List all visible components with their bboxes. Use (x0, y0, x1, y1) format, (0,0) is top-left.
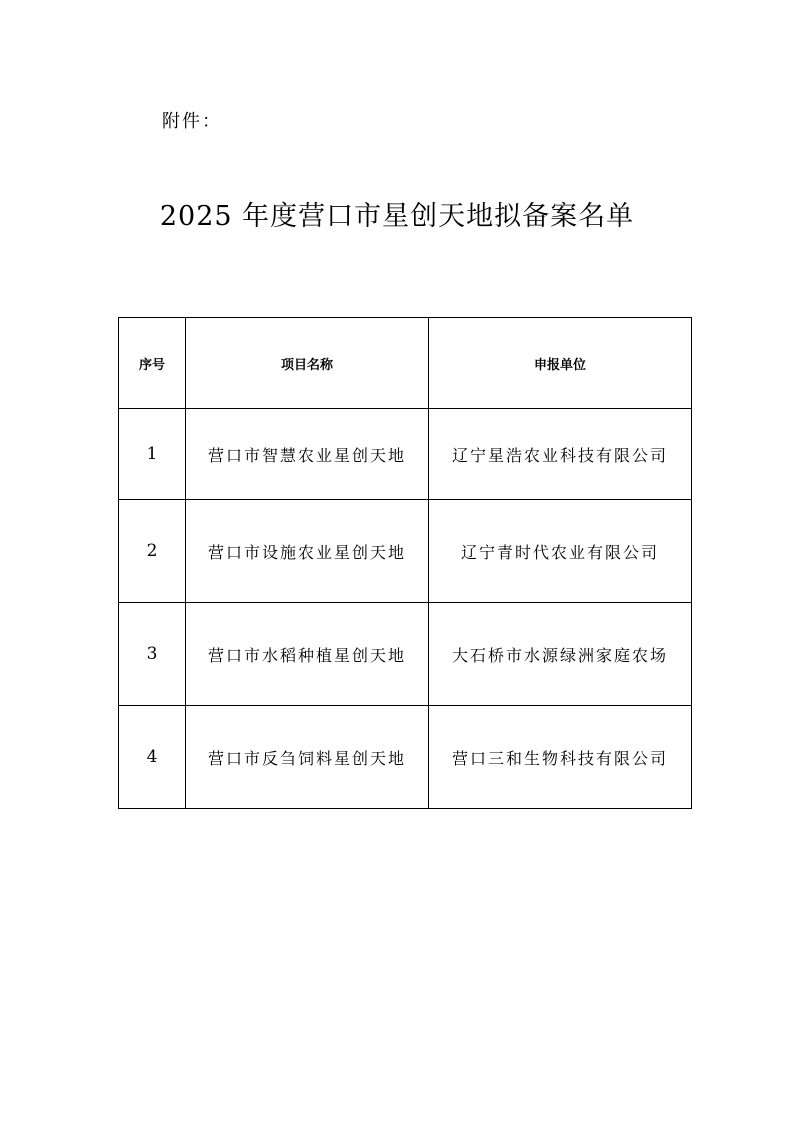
table-row (119, 603, 692, 706)
row-index: 1 (119, 409, 186, 500)
table-row (119, 706, 692, 809)
row-project-name: 营口市智慧农业星创天地 (186, 409, 429, 500)
table-row (119, 409, 692, 500)
row-project-name: 营口市反刍饲料星创天地 (186, 706, 429, 809)
row-index: 2 (119, 500, 186, 603)
attachment-label: 附件： (162, 111, 222, 132)
table-header-row (119, 318, 692, 409)
filing-list-table (118, 317, 692, 809)
row-applicant: 辽宁星浩农业科技有限公司 (429, 409, 692, 500)
row-index: 3 (119, 603, 186, 706)
table-row (119, 500, 692, 603)
row-applicant: 营口三和生物科技有限公司 (429, 706, 692, 809)
row-index: 4 (119, 706, 186, 809)
header-project-name: 项目名称 (186, 318, 429, 409)
header-index: 序号 (119, 318, 186, 409)
row-project-name: 营口市设施农业星创天地 (186, 500, 429, 603)
row-project-name: 营口市水稻种植星创天地 (186, 603, 429, 706)
row-applicant: 大石桥市水源绿洲家庭农场 (429, 603, 692, 706)
document-title: 2025 年度营口市星创天地拟备案名单 (159, 201, 635, 232)
header-applicant: 申报单位 (429, 318, 692, 409)
row-applicant: 辽宁青时代农业有限公司 (429, 500, 692, 603)
